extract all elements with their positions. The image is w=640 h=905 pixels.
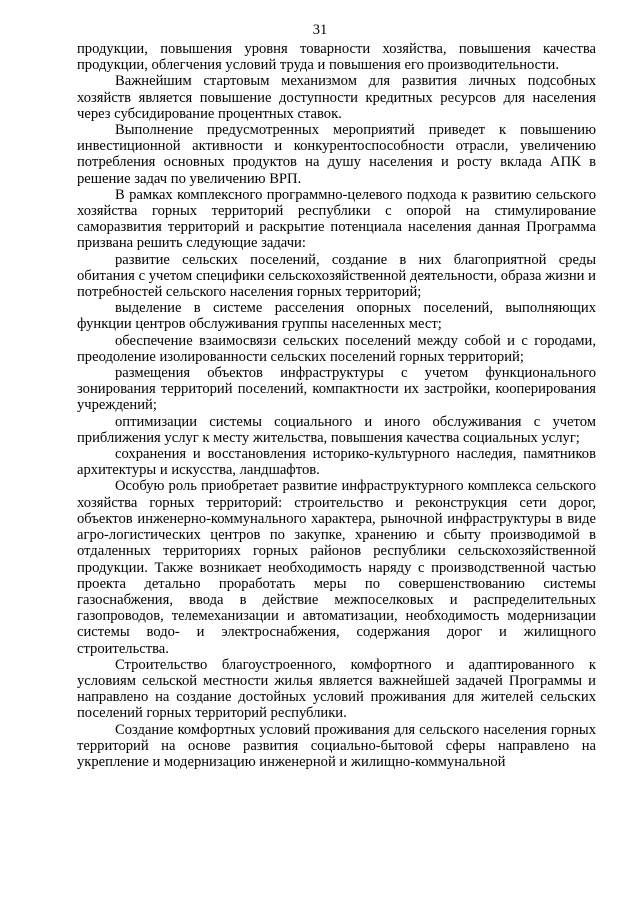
task-item-support-settlements: выделение в системе расселения опорных поселений, выполняющих функции центров обслуживания группы населенных мест;: [77, 300, 596, 333]
paragraph-living-conditions: Создание комфортных условий проживания для сельского населения горных территорий на основе развития социально-бытовой сферы направлено на укрепление и модернизацию инженерной и жилищно-коммунальной: [77, 721, 596, 770]
paragraph-infrastructure-complex: Особую роль приобретает развитие инфраструктурного комплекса сельского хозяйства горных территорий: строительство и реконструкция сети дорог, объектов инженерно-коммунального характера, рыночной инфраструктуры в виде агро-логистических центров по закупке, хранению и сбыту производимой в отдаленных территориях горных районов республики сельскохозяйственной продукции. Также возникает необходимость наряду с производственной частью проекта детально проработать меры по совершенствованию системы газоснабжения, ввода в действие межпоселковых и распределительных газопроводов, телемеханизации и автоматизации, необходимость модернизации системы водо- и электроснабжения, содержания дорог и жилищного строительства.: [77, 478, 596, 657]
task-item-infrastructure-placement: размещения объектов инфраструктуры с учетом функционального зонирования территорий поселений, компактности их застройки, кооперирования учреждений;: [77, 365, 596, 414]
task-item-rural-settlements: развитие сельских поселений, создание в них благоприятной среды обитания с учетом специфики сельскохозяйственной деятельности, образа жизни и потребностей сельского населения горных территорий;: [77, 251, 596, 301]
paragraph-housing-construction: Строительство благоустроенного, комфортного и адаптированного к условиям сельской местности жилья является важнейшей задачей Программы и направлено на создание достойных условий проживания для жителей сельских поселений горных территорий республики.: [77, 656, 596, 722]
task-item-interconnection: обеспечение взаимосвязи сельских поселений между собой и с городами, преодоление изолированности сельских поселений горных территорий;: [77, 332, 596, 365]
page-number: 31: [312, 22, 328, 38]
paragraph-credit-access: Важнейшим стартовым механизмом для развития личных подсобных хозяйств является повышение доступности кредитных ресурсов для населения через субсидирование процентных ставок.: [77, 73, 596, 122]
paragraph-continuation: продукции, повышения уровня товарности хозяйства, повышения качества продукции, облегчения условий труда и повышения его производительности.: [77, 41, 596, 74]
paragraph-investment-activity: Выполнение предусмотренных мероприятий приведет к повышению инвестиционной активности и конкурентоспособности отрасли, увеличению потребления основных продуктов на душу населения и росту вклада АПК в решение задач по увеличению ВРП.: [77, 122, 596, 187]
document-body: [77, 41, 596, 770]
paragraph-program-tasks-intro: В рамках комплексного программно-целевого подхода к развитию сельского хозяйства горных территорий республики с опорой на стимулирование саморазвития территорий и раскрытие потенциала населения данная Программа призвана решить следующие задачи:: [77, 186, 596, 252]
task-item-service-optimization: оптимизации системы социального и иного обслуживания с учетом приближения услуг к месту жительства, повышения качества социальных услуг;: [77, 413, 596, 446]
task-item-heritage-preservation: сохранения и восстановления историко-культурного наследия, памятников архитектуры и искусства, ландшафтов.: [77, 446, 596, 479]
